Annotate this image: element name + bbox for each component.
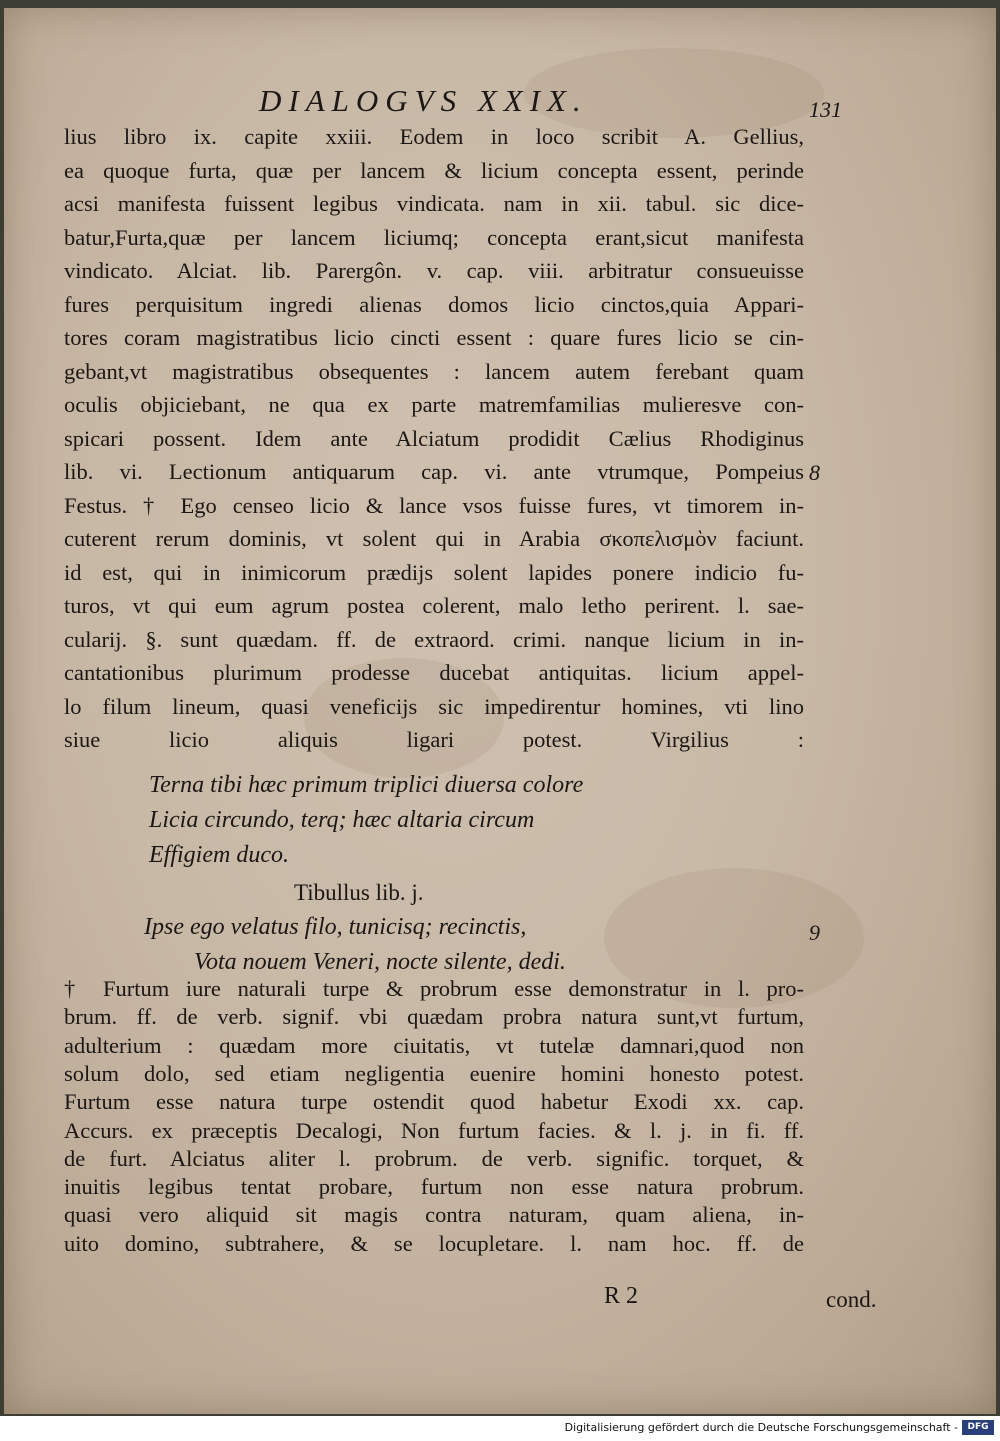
text-line: lo filum lineum, quasi veneficijs sic impedirentur homines, vti lino: [64, 693, 804, 719]
text-line: Festus. † Ego censeo licio & lance vsos fuisse fures, vt timorem in-: [64, 492, 804, 518]
text-line: cantationibus plurimum prodesse ducebat antiquitas. licium appel-: [64, 660, 804, 685]
text-line: uito domino, subtrahere, & se locupletare. l. nam hoc. ff. de: [64, 1230, 804, 1256]
text-line: cularij. §. sunt quædam. ff. de extraord. crimi. nanque licium in in-: [64, 626, 804, 652]
verse-line: Ipse ego velatus filo, tunicisq; recinctis,: [144, 914, 527, 940]
signature-mark: R 2: [604, 1283, 639, 1309]
text-line: solum dolo, sed etiam negligentia euenire homini honesto potest.: [64, 1060, 804, 1086]
running-head-title: DIALOGVS XXIX.: [259, 83, 588, 118]
running-head: [64, 83, 842, 122]
dfg-logo: DFG: [962, 1420, 994, 1435]
margin-note-number: 9: [809, 920, 820, 945]
text-line: siue licio aliquis ligari potest. Virgilius :: [64, 727, 804, 752]
margin-note-number: 8: [809, 460, 820, 485]
text-line: quasi vero aliquid sit magis contra naturam, quam aliena, in-: [64, 1202, 804, 1228]
verse-line: Effigiem duco.: [149, 842, 289, 868]
tibullus-label: Tibullus lib. j.: [294, 880, 424, 905]
verse-line: Licia circundo, terq; hæc altaria circum: [149, 807, 535, 833]
text-line: de furt. Alciatus aliter l. probrum. de verb. signific. torquet, &: [64, 1145, 804, 1171]
page-number: 131: [809, 97, 842, 122]
text-line: turos, vt qui eum agrum postea colerent, malo letho perirent. l. sae-: [64, 593, 804, 618]
text-line: tores coram magistratibus licio cincti essent : quare fures licio se cin-: [64, 325, 804, 350]
text-line: † Furtum iure naturali turpe & probrum esse demonstratur in l. pro-: [64, 976, 804, 1001]
text-line: id est, qui in inimicorum prædijs solent lapides ponere indicio fu-: [64, 559, 804, 585]
catchword: cond.: [826, 1287, 877, 1312]
funding-notice: Digitalisierung gefördert durch die Deutsche Forschungsgemeinschaft -: [564, 1421, 958, 1434]
text-line: lib. vi. Lectionum antiquarum cap. vi. ante vtrumque, Pompeius: [64, 459, 804, 484]
text-line: brum. ff. de verb. signif. vbi quædam probra natura sunt,vt furtum,: [64, 1004, 804, 1030]
text-line: adulterium : quædam more ciuitatis, vt tutelæ damnari,quod non: [64, 1032, 804, 1058]
text-line: batur,Furta,quæ per lancem liciumq; concepta erant,sicut manifesta: [64, 224, 804, 250]
footer-bar: [0, 1416, 1000, 1441]
text-line: vindicato. Alciat. lib. Parergôn. v. cap. viii. arbitratur consueuisse: [64, 258, 804, 283]
text-line: Accurs. ex præceptis Decalogi, Non furtum facies. & l. j. in fi. ff.: [64, 1117, 804, 1143]
text-line: lius libro ix. capite xxiii. Eodem in loco scribit A. Gellius,: [64, 124, 804, 149]
text-line: gebant,vt magistratibus obsequentes : lancem autem ferebant quam: [64, 358, 804, 384]
text-line: acsi manifesta fuissent legibus vindicata. nam in xii. tabul. sic dice-: [64, 191, 804, 216]
text-line: spicari possent. Idem ante Alciatum prodidit Cælius Rhodiginus: [64, 425, 804, 451]
verse-line: Terna tibi hæc primum triplici diuersa colore: [149, 772, 584, 798]
text-line: inuitis legibus tentat probare, furtum non esse natura probrum.: [64, 1174, 804, 1200]
text-line: Furtum esse natura turpe ostendit quod habetur Exodi xx. cap.: [64, 1089, 804, 1115]
text-line: ea quoque furta, quæ per lancem & licium concepta essent, perinde: [64, 157, 804, 183]
text-line: oculis objiciebant, ne qua ex parte matremfamilias mulieresve con-: [64, 392, 804, 417]
text-line: cuterent rerum dominis, vt solent qui in Arabia σκοπελισμὸν faciunt.: [64, 526, 804, 551]
text-line: fures perquisitum ingredi alienas domos licio cinctos,quia Appari-: [64, 291, 804, 317]
verse-line: Vota nouem Veneri, nocte silente, dedi.: [194, 949, 566, 975]
book-page: [4, 8, 996, 1414]
